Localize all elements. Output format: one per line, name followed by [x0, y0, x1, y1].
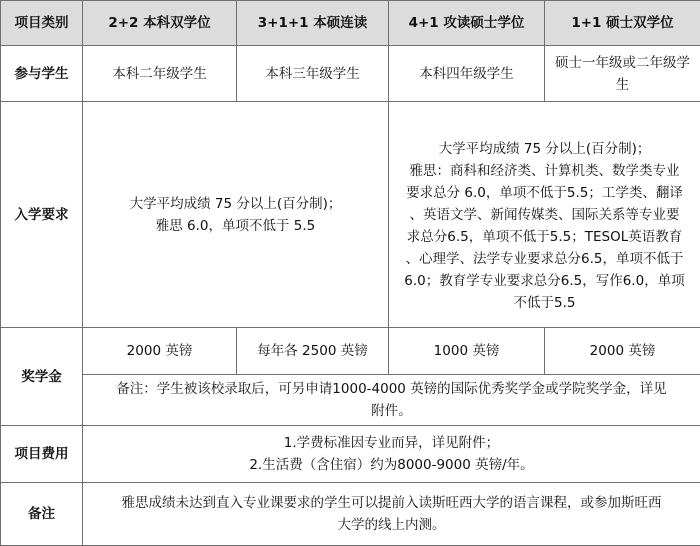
program-header-2-2: 2+2 本科双学位: [83, 1, 237, 46]
scholarship-note-row: [1, 375, 700, 426]
requirement-line: 、心理学、法学专业要求总分6.5，单项不低于: [389, 248, 700, 270]
requirement-line: 大学平均成绩 75 分以上(百分制)；: [389, 138, 700, 160]
header-row: [1, 1, 700, 46]
program-header-4-1: 4+1 攻读硕士学位: [389, 1, 545, 46]
scholarship-amount-row: [1, 328, 700, 375]
category-header: 项目类别: [1, 1, 83, 46]
fee-line: 2.生活费（含住宿）约为8000-9000 英镑/年。: [83, 454, 700, 476]
remark-line: 大学的线上内测。: [83, 514, 700, 536]
remarks-row: [1, 483, 700, 546]
participants-row: [1, 46, 700, 102]
scholarship-label: 奖学金: [1, 328, 83, 426]
participants-cell: 本科二年级学生: [83, 46, 237, 102]
admission-row: [1, 102, 700, 328]
remarks-details: [83, 483, 700, 546]
admission-label: 入学要求: [1, 102, 83, 328]
scholarship-amount: 2000 英镑: [83, 328, 237, 375]
requirement-line: 大学平均成绩 75 分以上(百分制)；: [83, 193, 388, 215]
fees-details: [83, 426, 700, 483]
requirement-line: 求总分6.5，单项不低于5.5；TESOL英语教育: [389, 226, 700, 248]
program-header-3-1-1: 3+1+1 本硕连读: [237, 1, 389, 46]
requirement-line: 不低于5.5: [389, 292, 700, 314]
note-line: 备注：学生被该校录取后，可另申请1000-4000 英镑的国际优秀奖学金或学院奖学金，详见: [83, 378, 700, 400]
requirement-line: 雅思：商科和经济类、计算机类、数学类专业: [389, 160, 700, 182]
scholarship-amount: 2000 英镑: [545, 328, 700, 375]
program-header-1-1: 1+1 硕士双学位: [545, 1, 700, 46]
participants-label: 参与学生: [1, 46, 83, 102]
participants-cell: 本科四年级学生: [389, 46, 545, 102]
admission-requirements-left: [83, 102, 389, 328]
fee-line: 1.学费标准因专业而异，详见附件；: [83, 432, 700, 454]
scholarship-amount: 每年各 2500 英镑: [237, 328, 389, 375]
requirement-line: 要求总分 6.0，单项不低于5.5；工学类、翻译: [389, 182, 700, 204]
requirement-line: 雅思 6.0，单项不低于 5.5: [83, 215, 388, 237]
scholarship-note: [83, 375, 700, 426]
participants-cell: 硕士一年级或二年级学生: [545, 46, 700, 102]
remarks-label: 备注: [1, 483, 83, 546]
remark-line: 雅思成绩未达到直入专业课要求的学生可以提前入读斯旺西大学的语言课程，或参加斯旺西: [83, 492, 700, 514]
fees-row: [1, 426, 700, 483]
admission-requirements-right: [389, 102, 700, 328]
participants-cell: 本科三年级学生: [237, 46, 389, 102]
note-line: 附件。: [83, 400, 700, 422]
scholarship-amount: 1000 英镑: [389, 328, 545, 375]
requirement-line: 6.0；教育学专业要求总分6.5，写作6.0，单项: [389, 270, 700, 292]
requirement-line: 、英语文学、新闻传媒类、国际关系等专业要: [389, 204, 700, 226]
fees-label: 项目费用: [1, 426, 83, 483]
